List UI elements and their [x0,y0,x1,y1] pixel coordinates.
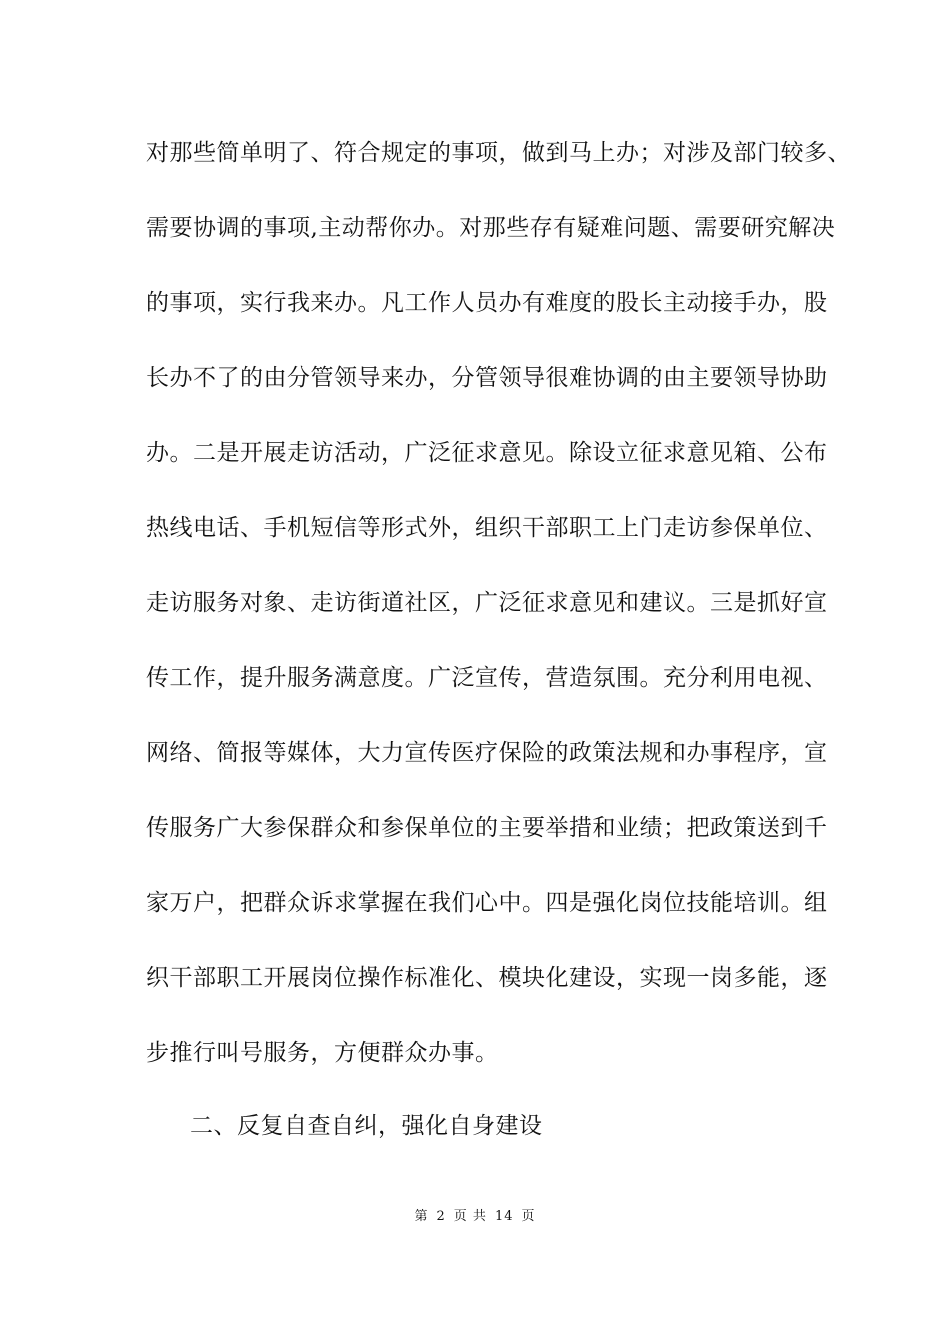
body-line-8: 传工作，提升服务满意度。广泛宣传，营造氛围。充分利用电视、 [146,665,828,691]
body-line-6: 热线电话、手机短信等形式外，组织干部职工上门走访参保单位、 [146,515,828,541]
body-line-11: 家万户，把群众诉求掌握在我们心中。四是强化岗位技能培训。组 [146,890,828,916]
footer-middle: 页 共 [453,1209,487,1224]
section-heading: 二、反复自查自纠，强化自身建设 [190,1113,543,1139]
body-line-2: 需要协调的事项,主动帮你办。对那些存有疑难问题、需要研究解决 [146,215,836,241]
footer-total-pages: 14 [494,1209,514,1224]
body-line-7: 走访服务对象、走访街道社区，广泛征求意见和建议。三是抓好宣 [146,590,828,616]
body-line-9: 网络、简报等媒体，大力宣传医疗保险的政策法规和办事程序，宣 [146,740,828,766]
body-line-13: 步推行叫号服务，方便群众办事。 [146,1040,499,1066]
footer-current-page: 2 [436,1209,446,1224]
body-line-5: 办。二是开展走访活动，广泛征求意见。除设立征求意见箱、公布 [146,440,828,466]
body-line-10: 传服务广大参保群众和参保单位的主要举措和业绩；把政策送到千 [146,815,828,841]
footer-suffix: 页 [521,1209,536,1224]
body-line-3: 的事项，实行我来办。凡工作人员办有难度的股长主动接手办，股 [146,290,828,316]
body-line-12: 织干部职工开展岗位操作标准化、模块化建设，实现一岗多能，逐 [146,965,828,991]
body-line-1: 对那些简单明了、符合规定的事项，做到马上办；对涉及部门较多、 [146,140,851,166]
body-line-4: 长办不了的由分管领导来办，分管领导很难协调的由主要领导协助 [146,365,828,391]
page-footer [0,1208,950,1226]
footer-prefix: 第 [414,1209,429,1224]
